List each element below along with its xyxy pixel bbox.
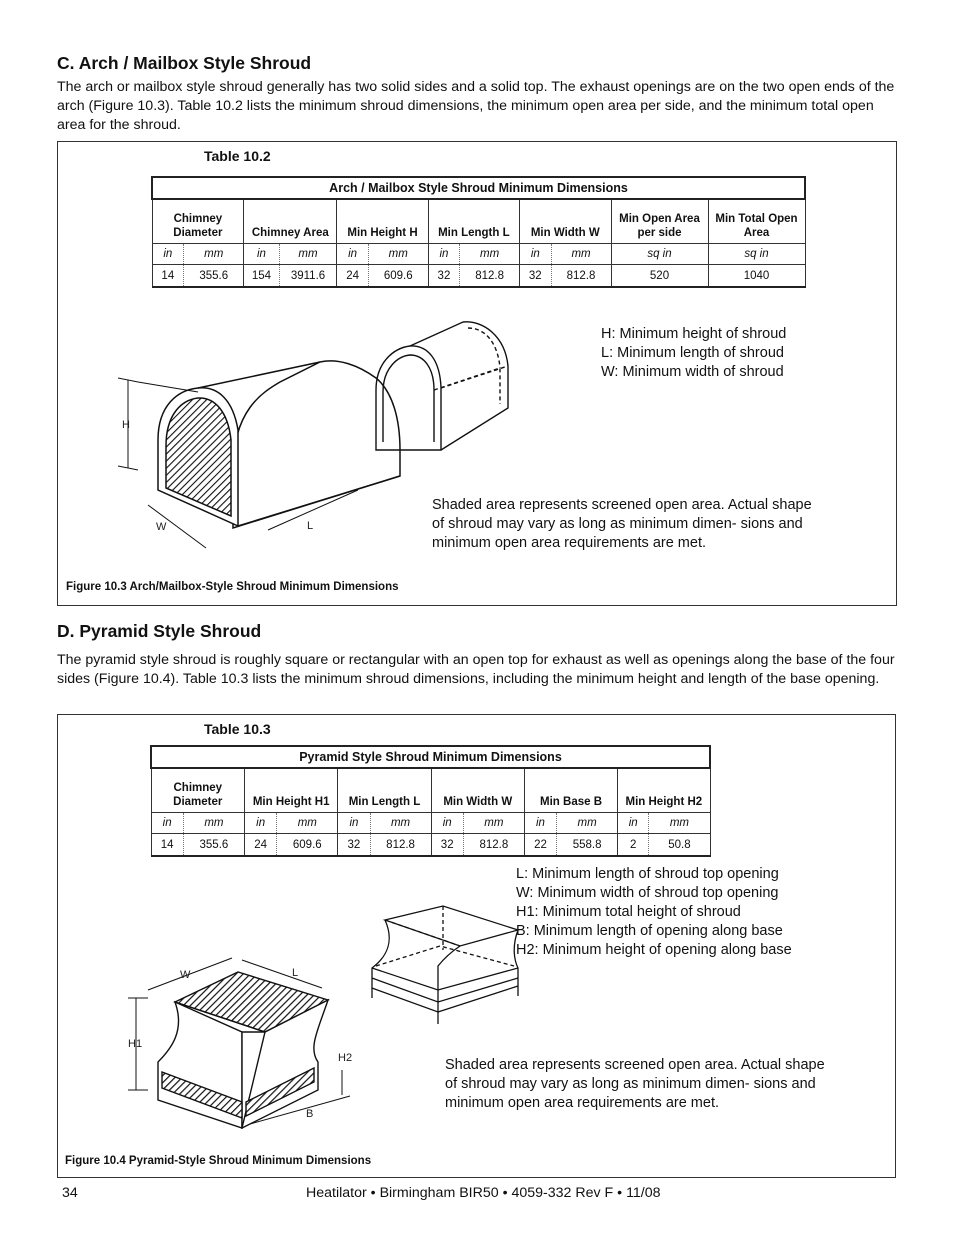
unit-cell: sq in: [611, 244, 708, 265]
unit-cell: mm: [184, 244, 244, 265]
value-cell: 22: [524, 834, 556, 857]
unit-cell: in: [152, 244, 184, 265]
legend-item: H2: Minimum height of opening along base: [516, 942, 792, 958]
unit-cell: mm: [370, 813, 431, 834]
arch-legend: [601, 325, 786, 382]
value-cell: 558.8: [557, 834, 618, 857]
value-cell: 812.8: [463, 834, 524, 857]
header-cell: Min Open Area per side: [611, 199, 708, 244]
unit-cell: mm: [551, 244, 611, 265]
header-cell: Min Height H2: [618, 768, 710, 813]
unit-cell: mm: [279, 244, 337, 265]
dim-label-w: W: [156, 521, 167, 533]
unit-cell: mm: [368, 244, 428, 265]
value-cell: 355.6: [184, 265, 244, 288]
header-cell: Min Height H: [337, 199, 428, 244]
arch-shading-note: Shaded area represents screened open area. Actual shape of shroud may vary as long as minimum dimen- sions and minimum open area requirements are met.: [432, 497, 812, 551]
unit-cell: in: [431, 813, 463, 834]
value-cell: 3911.6: [279, 265, 337, 288]
value-cell: 812.8: [460, 265, 520, 288]
header-cell: Min Width W: [431, 768, 524, 813]
value-cell: 812.8: [370, 834, 431, 857]
value-cell: 50.8: [649, 834, 710, 857]
value-cell: 32: [428, 265, 460, 288]
table-10-3: [150, 745, 711, 857]
value-cell: 24: [245, 834, 277, 857]
dim-label-h: H: [122, 419, 130, 431]
legend-item: L: Minimum length of shroud top opening: [516, 866, 779, 882]
unit-cell: in: [520, 244, 552, 265]
table-10-3-label: Table 10.3: [204, 721, 271, 737]
value-cell: 154: [244, 265, 279, 288]
unit-cell: in: [618, 813, 649, 834]
pyramid-shading-note: Shaded area represents screened open area. Actual shape of shroud may vary as long as minimum dimen- sions and minimum open area requirements are met.: [445, 1057, 825, 1111]
unit-cell: mm: [463, 813, 524, 834]
unit-cell: in: [338, 813, 370, 834]
section-c-body: The arch or mailbox style shroud generally has two solid sides and a solid top. The exhaust openings are on the two open ends of the arch (Figure 10.3). Table 10.2 lists the minimum shroud dimensions, the minimum open area per side, and the minimum total open area for the shroud.: [57, 79, 895, 133]
legend-item: B: Minimum length of opening along base: [516, 923, 783, 939]
table-title: Pyramid Style Shroud Minimum Dimensions: [151, 746, 710, 768]
unit-cell: in: [337, 244, 369, 265]
legend-item: W: Minimum width of shroud top opening: [516, 885, 779, 901]
unit-cell: in: [245, 813, 277, 834]
value-cell: 24: [337, 265, 369, 288]
value-cell: 32: [338, 834, 370, 857]
unit-cell: in: [244, 244, 279, 265]
pyramid-shroud-solid: [158, 972, 328, 1128]
footer-doc-info: Heatilator • Birmingham BIR50 • 4059-332 Rev F • 11/08: [306, 1185, 661, 1201]
dim-label-l: L: [307, 520, 314, 532]
pyramid-legend: [516, 865, 792, 960]
table-10-2-label: Table 10.2: [204, 148, 271, 164]
page-number: 34: [62, 1185, 78, 1201]
unit-cell: mm: [277, 813, 338, 834]
value-cell: 812.8: [551, 265, 611, 288]
value-cell: 32: [520, 265, 552, 288]
figure-10-3-caption: Figure 10.3 Arch/Mailbox-Style Shroud Minimum Dimensions: [66, 581, 399, 593]
value-cell: 520: [611, 265, 708, 288]
unit-cell: sq in: [708, 244, 805, 265]
table-title: Arch / Mailbox Style Shroud Minimum Dimensions: [152, 177, 805, 199]
legend-item: H: Minimum height of shroud: [601, 326, 787, 342]
figure-10-4-caption: Figure 10.4 Pyramid-Style Shroud Minimum Dimensions: [65, 1155, 372, 1167]
table-10-2: [151, 176, 806, 288]
legend-item: L: Minimum length of shroud: [601, 345, 784, 361]
header-cell: Chimney Area: [244, 199, 337, 244]
value-cell: 609.6: [368, 265, 428, 288]
value-cell: 1040: [708, 265, 805, 288]
value-cell: 14: [151, 834, 183, 857]
dim-label-l: L: [292, 967, 299, 979]
value-cell: 32: [431, 834, 463, 857]
unit-cell: mm: [183, 813, 244, 834]
header-cell: Min Total Open Area: [708, 199, 805, 244]
legend-item: W: Minimum width of shroud: [601, 364, 784, 380]
unit-cell: in: [524, 813, 556, 834]
value-cell: 14: [152, 265, 184, 288]
value-cell: 355.6: [183, 834, 244, 857]
unit-cell: mm: [649, 813, 710, 834]
pyramid-shroud-wireframe: [372, 906, 518, 1024]
dim-label-h2: H2: [338, 1052, 353, 1064]
unit-cell: in: [428, 244, 460, 265]
header-cell: Min Height H1: [245, 768, 338, 813]
value-cell: 2: [618, 834, 649, 857]
dim-label-b: B: [306, 1108, 314, 1120]
header-cell: Chimney Diameter: [151, 768, 245, 813]
dim-label-w: W: [180, 969, 191, 981]
header-cell: Min Base B: [524, 768, 617, 813]
section-d-heading: D. Pyramid Style Shroud: [57, 621, 262, 641]
value-cell: 609.6: [277, 834, 338, 857]
legend-item: H1: Minimum total height of shroud: [516, 904, 741, 920]
header-cell: Chimney Diameter: [152, 199, 244, 244]
unit-cell: in: [151, 813, 183, 834]
header-cell: Min Length L: [338, 768, 431, 813]
unit-cell: mm: [460, 244, 520, 265]
header-cell: Min Length L: [428, 199, 519, 244]
header-cell: Min Width W: [520, 199, 611, 244]
unit-cell: mm: [557, 813, 618, 834]
dim-label-h1: H1: [128, 1038, 143, 1050]
section-c-heading: C. Arch / Mailbox Style Shroud: [57, 53, 312, 73]
section-d-body: The pyramid style shroud is roughly square or rectangular with an open top for exhaust as well as openings along the base of the four sides (Figure 10.4). Table 10.3 lists the minimum shroud dimensions, including the minimum height and length of the base opening.: [57, 652, 895, 687]
